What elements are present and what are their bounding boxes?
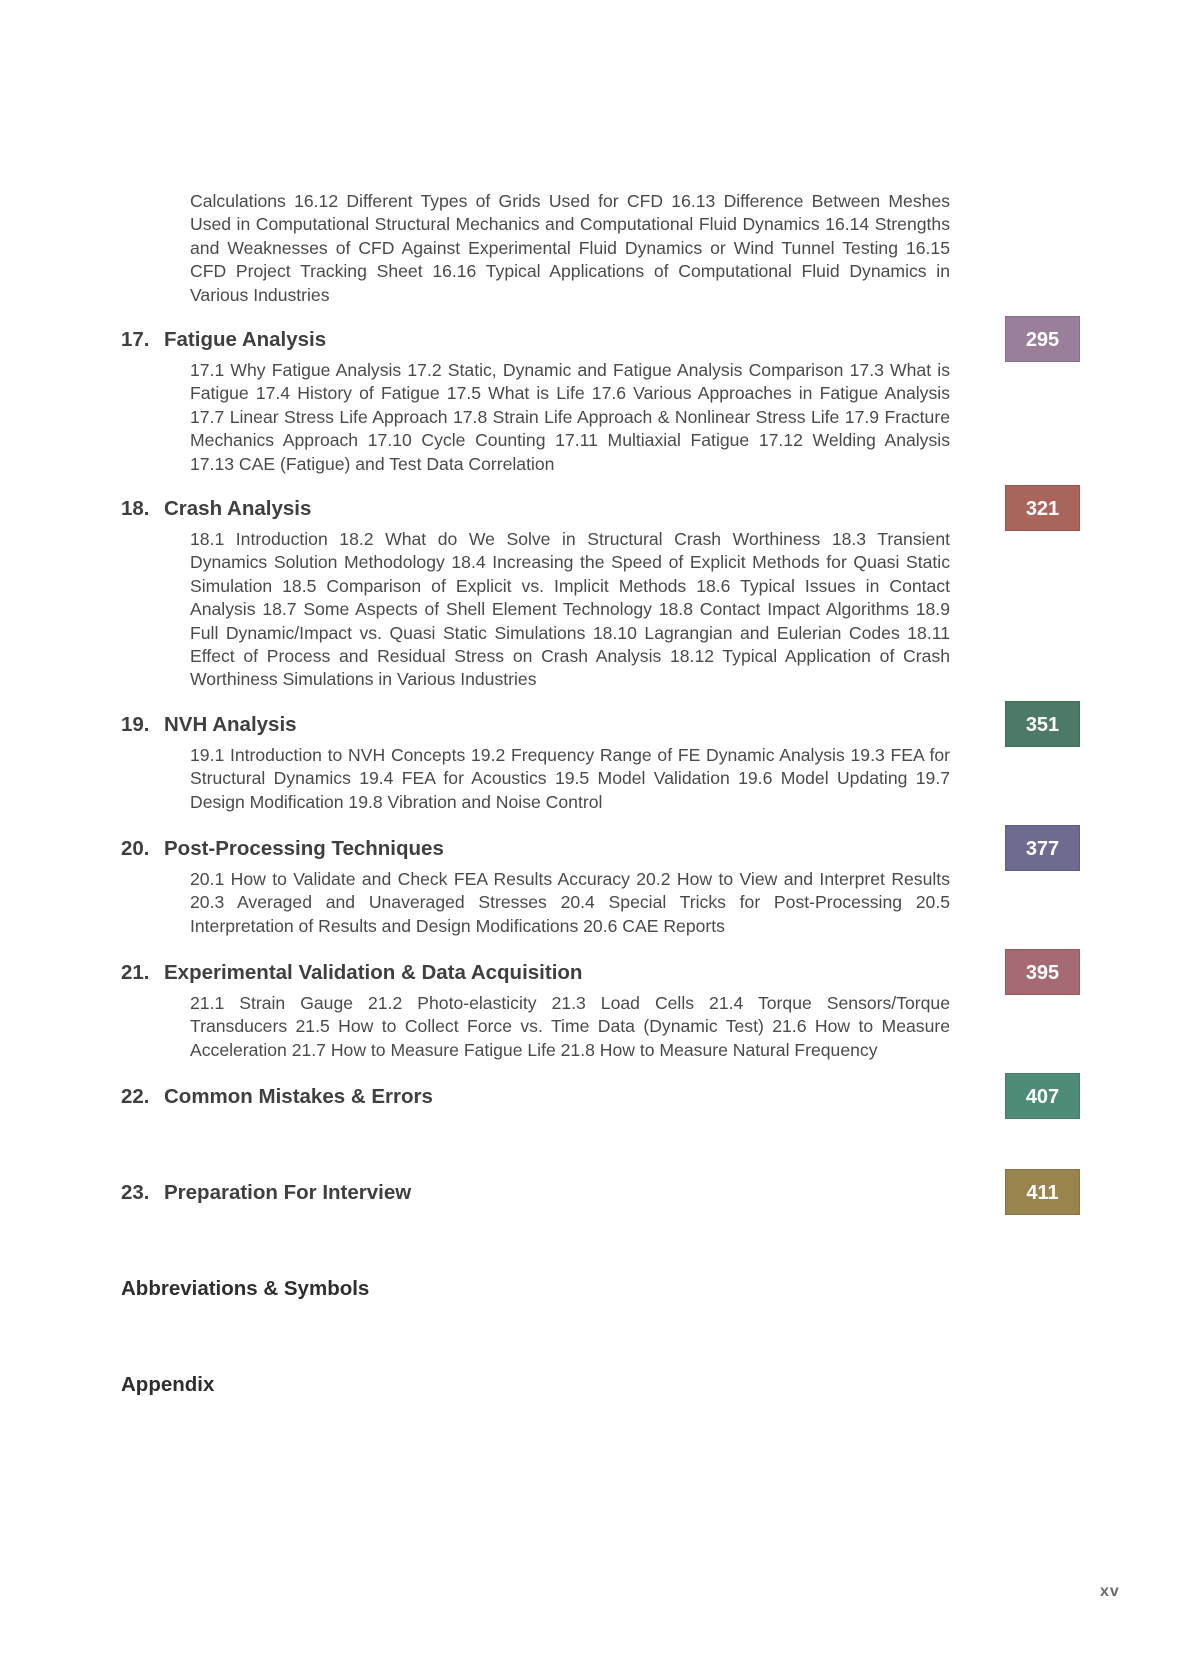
chapter-number: 23. bbox=[121, 1181, 150, 1204]
toc-appendix[interactable]: Appendix bbox=[121, 1373, 215, 1396]
toc-chapter-22[interactable] bbox=[121, 1082, 1081, 1112]
chapter-description: 18.1 Introduction 18.2 What do We Solve in Structural Crash Worthiness 18.3 Transient Dynamics Solution Methodology 18.4 Increasing the Speed of Explicit Methods for Quasi Static Simulation 18.5 Comparison of Explicit vs. Implicit Methods 18.6 Typical Issues in Contact Analysis 18.7 Some Aspects of Shell Element Technology 18.8 Contact Impact Algorithms 18.9 Full Dynamic/Impact vs. Quasi Static Simulations 18.10 Lagrangian and Eulerian Codes 18.11 Effect of Process and Residual Stress on Crash Analysis 18.12 Typical Application of Crash Worthiness Simulations in Various Industries bbox=[190, 529, 950, 690]
chapter-number: 17. bbox=[121, 328, 150, 351]
chapter-description: 19.1 Introduction to NVH Concepts 19.2 Frequency Range of FE Dynamic Analysis 19.3 FEA for Structural Dynamics 19.4 FEA for Acoustics 19.5 Model Validation 19.6 Model Updating 19.7 Design Modification 19.8 Vibration and Noise Control bbox=[190, 745, 950, 812]
chapter-number: 19. bbox=[121, 713, 150, 736]
continuation-text: Calculations 16.12 Different Types of Grids Used for CFD 16.13 Difference Between Meshes Used in Computational Structural Mechanics and Computational Fluid Dynamics 16.14 Strengths and Weaknesses of CFD Against Experimental Fluid Dynamics or Wind Tunnel Testing 16.15 CFD Project Tracking Sheet 16.16 Typical Applications of Computational Fluid Dynamics in Various Industries bbox=[190, 191, 950, 305]
chapter-number: 20. bbox=[121, 837, 150, 860]
chapter-title[interactable]: Preparation For Interview bbox=[164, 1181, 412, 1204]
chapter-title[interactable]: Common Mistakes & Errors bbox=[164, 1085, 433, 1108]
toc-abbreviations[interactable]: Abbreviations & Symbols bbox=[121, 1277, 370, 1300]
chapter-description: 20.1 How to Validate and Check FEA Results Accuracy 20.2 How to View and Interpret Results 20.3 Averaged and Unaveraged Stresses 20.4 Special Tricks for Post-Processing 20.5 Interpretation of Results and Design Modifications 20.6 CAE Reports bbox=[190, 869, 950, 936]
page-number-badge: 351 bbox=[1005, 701, 1080, 747]
chapter-title[interactable]: NVH Analysis bbox=[164, 713, 297, 736]
chapter-title[interactable]: Crash Analysis bbox=[164, 497, 312, 520]
toc-chapter-23[interactable] bbox=[121, 1178, 1081, 1208]
toc-chapter-19[interactable] bbox=[121, 710, 1081, 814]
chapter-title[interactable]: Experimental Validation & Data Acquisition bbox=[164, 961, 583, 984]
toc-chapter-20[interactable] bbox=[121, 834, 1081, 938]
chapter-title[interactable]: Post-Processing Techniques bbox=[164, 837, 444, 860]
chapter-title[interactable]: Fatigue Analysis bbox=[164, 328, 327, 351]
toc-chapter-17[interactable] bbox=[121, 325, 1081, 476]
page-number-badge: 411 bbox=[1005, 1169, 1080, 1215]
chapter-description: 17.1 Why Fatigue Analysis 17.2 Static, Dynamic and Fatigue Analysis Comparison 17.3 What is Fatigue 17.4 History of Fatigue 17.5 What is Life 17.6 Various Approaches in Fatigue Analysis 17.7 Linear Stress Life Approach 17.8 Strain Life Approach & Nonlinear Stress Life 17.9 Fracture Mechanics Approach 17.10 Cycle Counting 17.11 Multiaxial Fatigue 17.12 Welding Analysis 17.13 CAE (Fatigue) and Test Data Correlation bbox=[190, 360, 950, 474]
page-folio: xv bbox=[1100, 1583, 1120, 1600]
chapter-number: 21. bbox=[121, 961, 150, 984]
page-number-badge: 377 bbox=[1005, 825, 1080, 871]
page-number-badge: 407 bbox=[1005, 1073, 1080, 1119]
chapter-description: 21.1 Strain Gauge 21.2 Photo-elasticity 21.3 Load Cells 21.4 Torque Sensors/Torque Transducers 21.5 How to Collect Force vs. Time Data (Dynamic Test) 21.6 How to Measure Acceleration 21.7 How to Measure Fatigue Life 21.8 How to Measure Natural Frequency bbox=[190, 993, 950, 1060]
page-number-badge: 395 bbox=[1005, 949, 1080, 995]
chapter-number: 22. bbox=[121, 1085, 150, 1108]
toc-chapter-18[interactable] bbox=[121, 494, 1081, 692]
chapter-number: 18. bbox=[121, 497, 150, 520]
page-number-badge: 321 bbox=[1005, 485, 1080, 531]
toc-chapter-21[interactable] bbox=[121, 958, 1081, 1062]
page-number-badge: 295 bbox=[1005, 316, 1080, 362]
